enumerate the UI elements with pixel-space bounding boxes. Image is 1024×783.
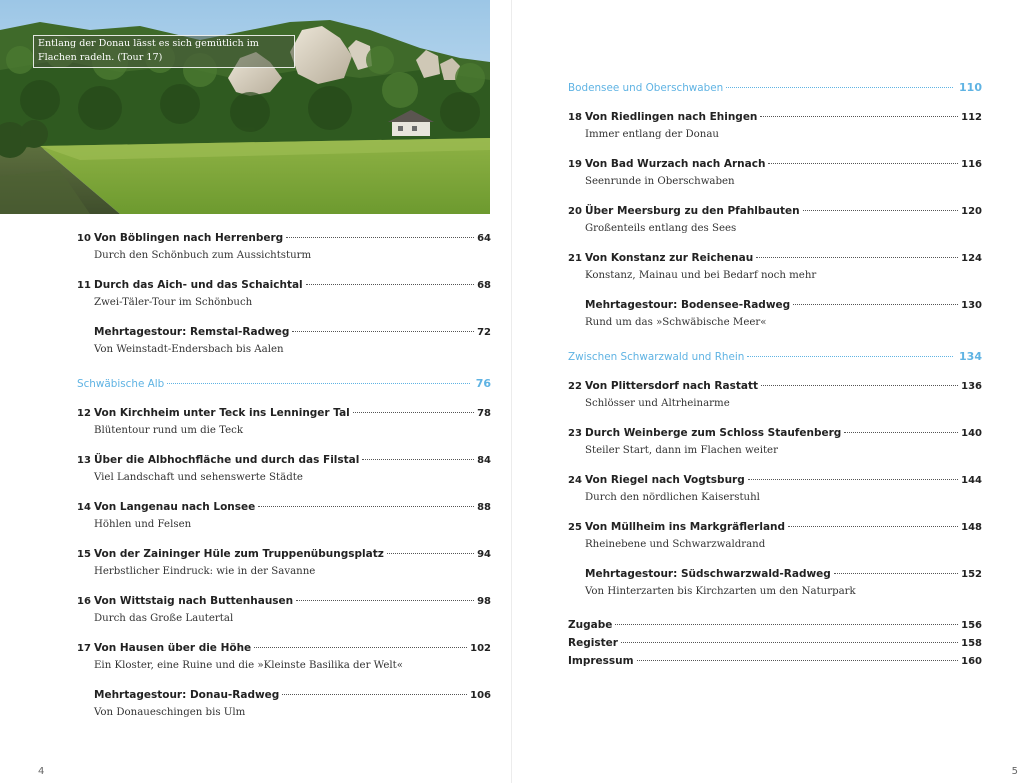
page-ref: 102 (470, 643, 491, 654)
toc-entry[interactable] (77, 279, 491, 317)
toc-entry[interactable] (77, 548, 491, 586)
page-ref: 68 (477, 280, 491, 291)
toc-entry[interactable] (77, 689, 491, 727)
tour-title: Durch das Aich- und das Schaichtal (94, 279, 303, 291)
toc-right (568, 81, 982, 673)
tour-number: 19 (568, 159, 582, 170)
photo-caption: Entlang der Donau lässt es sich gemütlich im Flachen radeln. (Tour 17) (33, 35, 295, 68)
page-ref: 130 (961, 300, 982, 311)
page-number-right: 5 (1011, 766, 1018, 777)
tour-title: Von Langenau nach Lonsee (94, 501, 256, 513)
toc-entry[interactable] (568, 521, 982, 559)
tour-number: 14 (77, 502, 91, 513)
page-ref: 88 (477, 502, 491, 513)
page-ref: 160 (961, 656, 982, 667)
tour-subtitle: Durch das Große Lautertal (94, 613, 234, 624)
section-page-ref: 76 (475, 377, 491, 390)
tour-title: Mehrtagestour: Donau-Radweg (94, 689, 280, 701)
danube-valley-photo (0, 0, 490, 214)
tour-number: 20 (568, 206, 582, 217)
tour-title: Mehrtagestour: Südschwarzwald-Radweg (585, 568, 831, 580)
page-ref: 148 (961, 522, 982, 533)
tour-subtitle: Schlösser und Altrheinarme (585, 398, 730, 409)
tour-subtitle: Von Weinstadt-Endersbach bis Aalen (94, 344, 284, 355)
tour-subtitle: Höhlen und Felsen (94, 519, 192, 530)
page-ref: 94 (477, 549, 491, 560)
tour-subtitle: Viel Landschaft und sehenswerte Städte (94, 472, 303, 483)
tour-title: Von der Zaininger Hüle zum Truppenübungsplatz (94, 548, 384, 560)
toc-entry[interactable] (568, 158, 982, 196)
tour-title: Von Konstanz zur Reichenau (585, 252, 754, 264)
tour-title: Mehrtagestour: Bodensee-Radweg (585, 299, 791, 311)
tour-title: Von Riegel nach Vogtsburg (585, 474, 745, 486)
page-ref: 112 (961, 112, 982, 123)
toc-entry[interactable] (568, 299, 982, 337)
tour-subtitle: Durch den Schönbuch zum Aussichtsturm (94, 250, 312, 261)
tour-number: 22 (568, 381, 582, 392)
page-ref: 72 (477, 327, 491, 338)
tour-number: 25 (568, 522, 582, 533)
tour-subtitle: Von Donaueschingen bis Ulm (94, 707, 246, 718)
section-title: Schwäbische Alb (77, 378, 165, 390)
toc-entry[interactable] (568, 205, 982, 243)
tour-number: 15 (77, 549, 91, 560)
tour-number: 12 (77, 408, 91, 419)
tour-title: Von Müllheim ins Markgräflerland (585, 521, 786, 533)
tour-subtitle: Großenteils entlang des Sees (585, 223, 737, 234)
section-heading-schwarzwald-rhein[interactable] (568, 350, 982, 371)
toc-entry[interactable] (568, 380, 982, 418)
toc-entry[interactable] (77, 595, 491, 633)
page-ref: 78 (477, 408, 491, 419)
tour-subtitle: Ein Kloster, eine Ruine und die »Kleinste Basilika der Welt« (94, 660, 403, 671)
section-title: Zwischen Schwarzwald und Rhein (568, 351, 745, 363)
section-page-ref: 134 (959, 350, 982, 363)
tour-subtitle: Steiler Start, dann im Flachen weiter (585, 445, 778, 456)
toc-entry[interactable] (568, 474, 982, 512)
tour-number: 21 (568, 253, 582, 264)
toc-appendix-entry[interactable] (568, 655, 982, 673)
tour-number: 24 (568, 475, 582, 486)
section-title: Bodensee und Oberschwaben (568, 82, 724, 94)
section-page-ref: 110 (959, 81, 982, 94)
page-ref: 106 (470, 690, 491, 701)
tour-number: 13 (77, 455, 91, 466)
toc-entry[interactable] (568, 427, 982, 465)
page-ref: 144 (961, 475, 982, 486)
page-ref: 136 (961, 381, 982, 392)
page-ref: 140 (961, 428, 982, 439)
tour-title: Von Plittersdorf nach Rastatt (585, 380, 758, 392)
tour-title: Durch Weinberge zum Schloss Staufenberg (585, 427, 842, 439)
tour-number: 11 (77, 280, 91, 291)
tour-subtitle: Rheinebene und Schwarzwaldrand (585, 539, 766, 550)
tour-number: 16 (77, 596, 91, 607)
tour-title: Von Hausen über die Höhe (94, 642, 252, 654)
tour-subtitle: Von Hinterzarten bis Kirchzarten um den Naturpark (585, 586, 856, 597)
tour-title: Von Kirchheim unter Teck ins Lenninger Tal (94, 407, 350, 419)
toc-entry[interactable] (568, 111, 982, 149)
landscape-image (0, 0, 490, 214)
page-ref: 124 (961, 253, 982, 264)
tour-subtitle: Durch den nördlichen Kaiserstuhl (585, 492, 760, 503)
toc-entry[interactable] (77, 232, 491, 270)
tour-subtitle: Seenrunde in Oberschwaben (585, 176, 735, 187)
tour-number: 17 (77, 643, 91, 654)
page-ref: 156 (961, 620, 982, 631)
toc-entry[interactable] (568, 252, 982, 290)
tour-title: Von Riedlingen nach Ehingen (585, 111, 758, 123)
tour-subtitle: Blütentour rund um die Teck (94, 425, 244, 436)
tour-number: 18 (568, 112, 582, 123)
toc-entry[interactable] (77, 642, 491, 680)
appendix-title: Register (568, 637, 618, 649)
tour-title: Von Bad Wurzach nach Arnach (585, 158, 766, 170)
section-heading-bodensee[interactable] (568, 81, 982, 102)
page-ref: 158 (961, 638, 982, 649)
appendix-title: Impressum (568, 655, 634, 667)
toc-appendix-entry[interactable] (568, 637, 982, 655)
toc-left (77, 232, 491, 727)
right-page (512, 0, 1024, 783)
page-ref: 84 (477, 455, 491, 466)
page-ref: 64 (477, 233, 491, 244)
page-ref: 120 (961, 206, 982, 217)
toc-entry[interactable] (77, 501, 491, 539)
toc-entry[interactable] (77, 326, 491, 364)
toc-appendix-entry[interactable] (568, 619, 982, 637)
tour-subtitle: Konstanz, Mainau und bei Bedarf noch mehr (585, 270, 817, 281)
section-heading-schwaebische-alb[interactable] (77, 377, 491, 398)
tour-title: Über Meersburg zu den Pfahlbauten (585, 205, 800, 217)
page-number-left: 4 (38, 766, 45, 777)
tour-subtitle: Immer entlang der Donau (585, 129, 719, 140)
tour-title: Mehrtagestour: Remstal-Radweg (94, 326, 290, 338)
tour-title: Über die Albhochfläche und durch das Filstal (94, 454, 360, 466)
toc-entry[interactable] (77, 407, 491, 445)
page-ref: 116 (961, 159, 982, 170)
tour-title: Von Wittstaig nach Buttenhausen (94, 595, 294, 607)
tour-number: 23 (568, 428, 582, 439)
page-ref: 152 (961, 569, 982, 580)
tour-subtitle: Herbstlicher Eindruck: wie in der Savanne (94, 566, 316, 577)
page-ref: 98 (477, 596, 491, 607)
tour-subtitle: Rund um das »Schwäbische Meer« (585, 317, 767, 328)
tour-subtitle: Zwei-Täler-Tour im Schönbuch (94, 297, 253, 308)
toc-entry[interactable] (77, 454, 491, 492)
tour-number: 10 (77, 233, 91, 244)
tour-title: Von Böblingen nach Herrenberg (94, 232, 284, 244)
appendix-title: Zugabe (568, 619, 613, 631)
toc-entry[interactable] (568, 568, 982, 606)
